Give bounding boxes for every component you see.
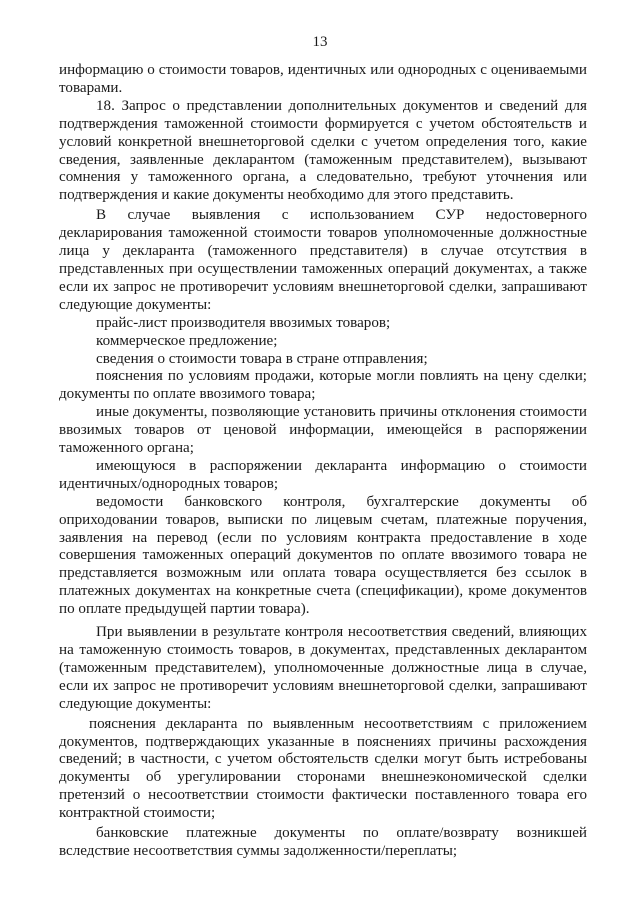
list-item-declarant-explanations: пояснения декларанта по выявленным несоответствиям с приложением документов, подтверждающих указанные в пояснениях причины расхождения сведений; в частности, с учетом обстоятельств сделки могут быть истребованы документы об урегулировании сторонами внешнеэкономической сделки претензий о несоответствии стоимости фактически поставленного товара его контрактной стоимости; xyxy=(59,715,587,822)
list-item-bank-control: ведомости банковского контроля, бухгалтерские документы об оприходовании товаров, выписки по лицевым счетам, платежные поручения, заявления на перевод (если по условиям контракта предоставление в ходе совершения таможенных операций документов по оплате ввозимого товара не представляется возможным или оплата товара осуществляется без ссылок в платежных документах на конкретные счета (спецификации), кроме документов по оплате предыдущей партии товара). xyxy=(59,493,587,618)
list-item-identical-goods-info: имеющуюся в распоряжении декларанта информацию о стоимости идентичных/однородных товаров; xyxy=(59,457,587,492)
list-item-export-country-price: сведения о стоимости товара в стране отправления; xyxy=(96,350,428,367)
list-item-price-list: прайс-лист производителя ввозимых товаров; xyxy=(96,314,391,331)
paragraph-continuation: информацию о стоимости товаров, идентичных или однородных с оцениваемыми товарами. xyxy=(59,62,587,96)
document-body xyxy=(59,62,587,861)
list-item-commercial-offer: коммерческое предложение; xyxy=(96,332,278,349)
list-item-other-documents: иные документы, позволяющие установить причины отклонения стоимости ввозимых товаров от ценовой информации, имеющейся в распоряжении таможенного органа; xyxy=(59,404,587,457)
page-number: 13 xyxy=(312,34,328,50)
list-item-sale-conditions: пояснения по условиям продажи, которые могли повлиять на цену сделки; документы по оплате ввозимого товара; xyxy=(59,368,587,403)
paragraph-sur-case: В случае выявления с использованием СУР недостоверного декларирования таможенной стоимости товаров уполномоченные должностные лица у декларанта (таможенного представителя) в случае отсутствия в представленных при осуществлении таможенных операций документах, а также если их запрос не противоречит условиям внешнеторговой сделки, запрашивают следующие документы: xyxy=(59,207,587,313)
list-item-bank-payment-docs: банковские платежные документы по оплате/возврату возникшей вследствие несоответствия суммы задолженности/переплаты; xyxy=(59,825,587,859)
paragraph-inconsistency-case: При выявлении в результате контроля несоответствия сведений, влияющих на таможенную стоимость товаров, в документах, представленных декларантом (таможенным представителем), уполномоченные должностные лица в случае, если их запрос не противоречит условиям внешнеторговой сделки, запрашивают следующие документы: xyxy=(59,624,587,712)
paragraph-item-18: 18. Запрос о представлении дополнительных документов и сведений для подтверждения таможенной стоимости формируется с учетом обстоятельств и условий конкретной внешнеторговой сделки с учетом определения того, какие сведения, заявленные декларантом (таможенным представителем), вызывают сомнения у таможенного органа, а следовательно, требуют уточнения или подтверждения и какие документы необходимо для этого представить. xyxy=(59,97,587,204)
